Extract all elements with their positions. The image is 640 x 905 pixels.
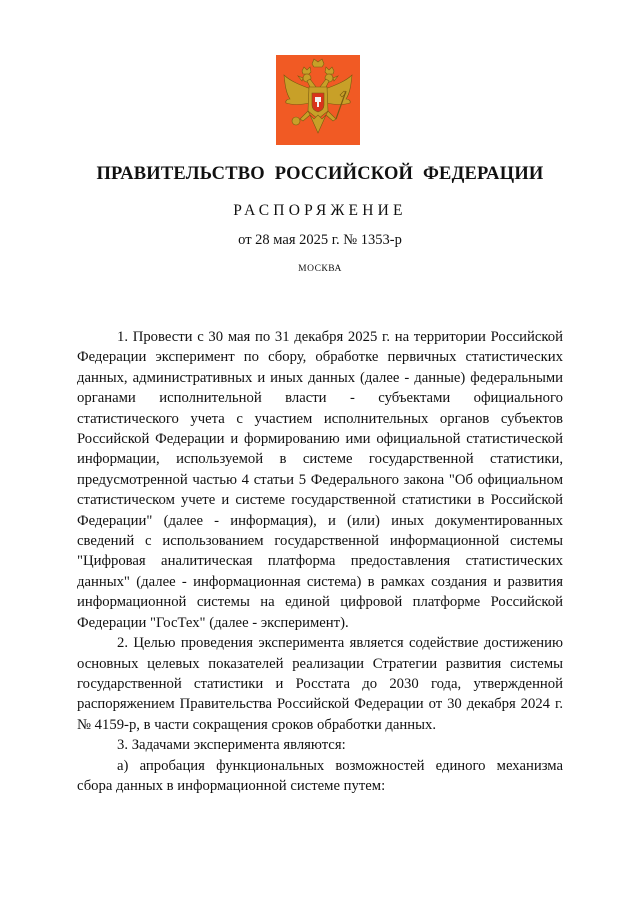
- paragraph-1: 1. Провести с 30 мая по 31 декабря 2025 г. на территории Российской Федерации эксперимент по сбору, обработке первичных статистических данных, административных и иных данных (далее - данные) федеральными органами исполнительной власти - субъектами официального статистического учета с участием исполнительных органов субъектов Российской Федерации и формированию ими официальной статистической информации, используемой в системе государственной статистики, предусмотренной частью 4 статьи 5 Федерального закона "Об официальном статистическом учете и системе государственной статистики в Российской Федерации" (далее - информация), и (или) иных документированных сведений с использованием государственной информационной системы "Цифровая аналитическая платформа предоставления статистических данных" (далее - информационная система) в рамках создания и развития информационной системы на единой цифровой платформе Российской Федерации "ГосТех" (далее - эксперимент).: [77, 329, 563, 631]
- paragraph-2: 2. Целью проведения эксперимента является содействие достижению основных целевых показателей реализации Стратегии развития системы государственной статистики и Росстата до 2030 года, утвержденной распоряжением Правительства Российской Федерации от 30 декабря 2024 г. № 4159-р, в части сокращения сроков обработки данных.: [77, 635, 563, 733]
- paragraph-3: 3. Задачами эксперимента являются:: [117, 737, 346, 754]
- coat-of-arms-icon: [276, 55, 360, 145]
- paragraph-4: а) апробация функциональных возможностей единого механизма сбора данных в информационной системе путем:: [77, 757, 563, 794]
- document-date-number: от 28 мая 2025 г. № 1353-р: [238, 232, 402, 248]
- document-type: РАСПОРЯЖЕНИЕ: [233, 202, 407, 219]
- document-city: МОСКВА: [298, 264, 342, 274]
- document-body: [77, 327, 563, 796]
- government-title: ПРАВИТЕЛЬСТВО РОССИЙСКОЙ ФЕДЕРАЦИИ: [96, 164, 544, 184]
